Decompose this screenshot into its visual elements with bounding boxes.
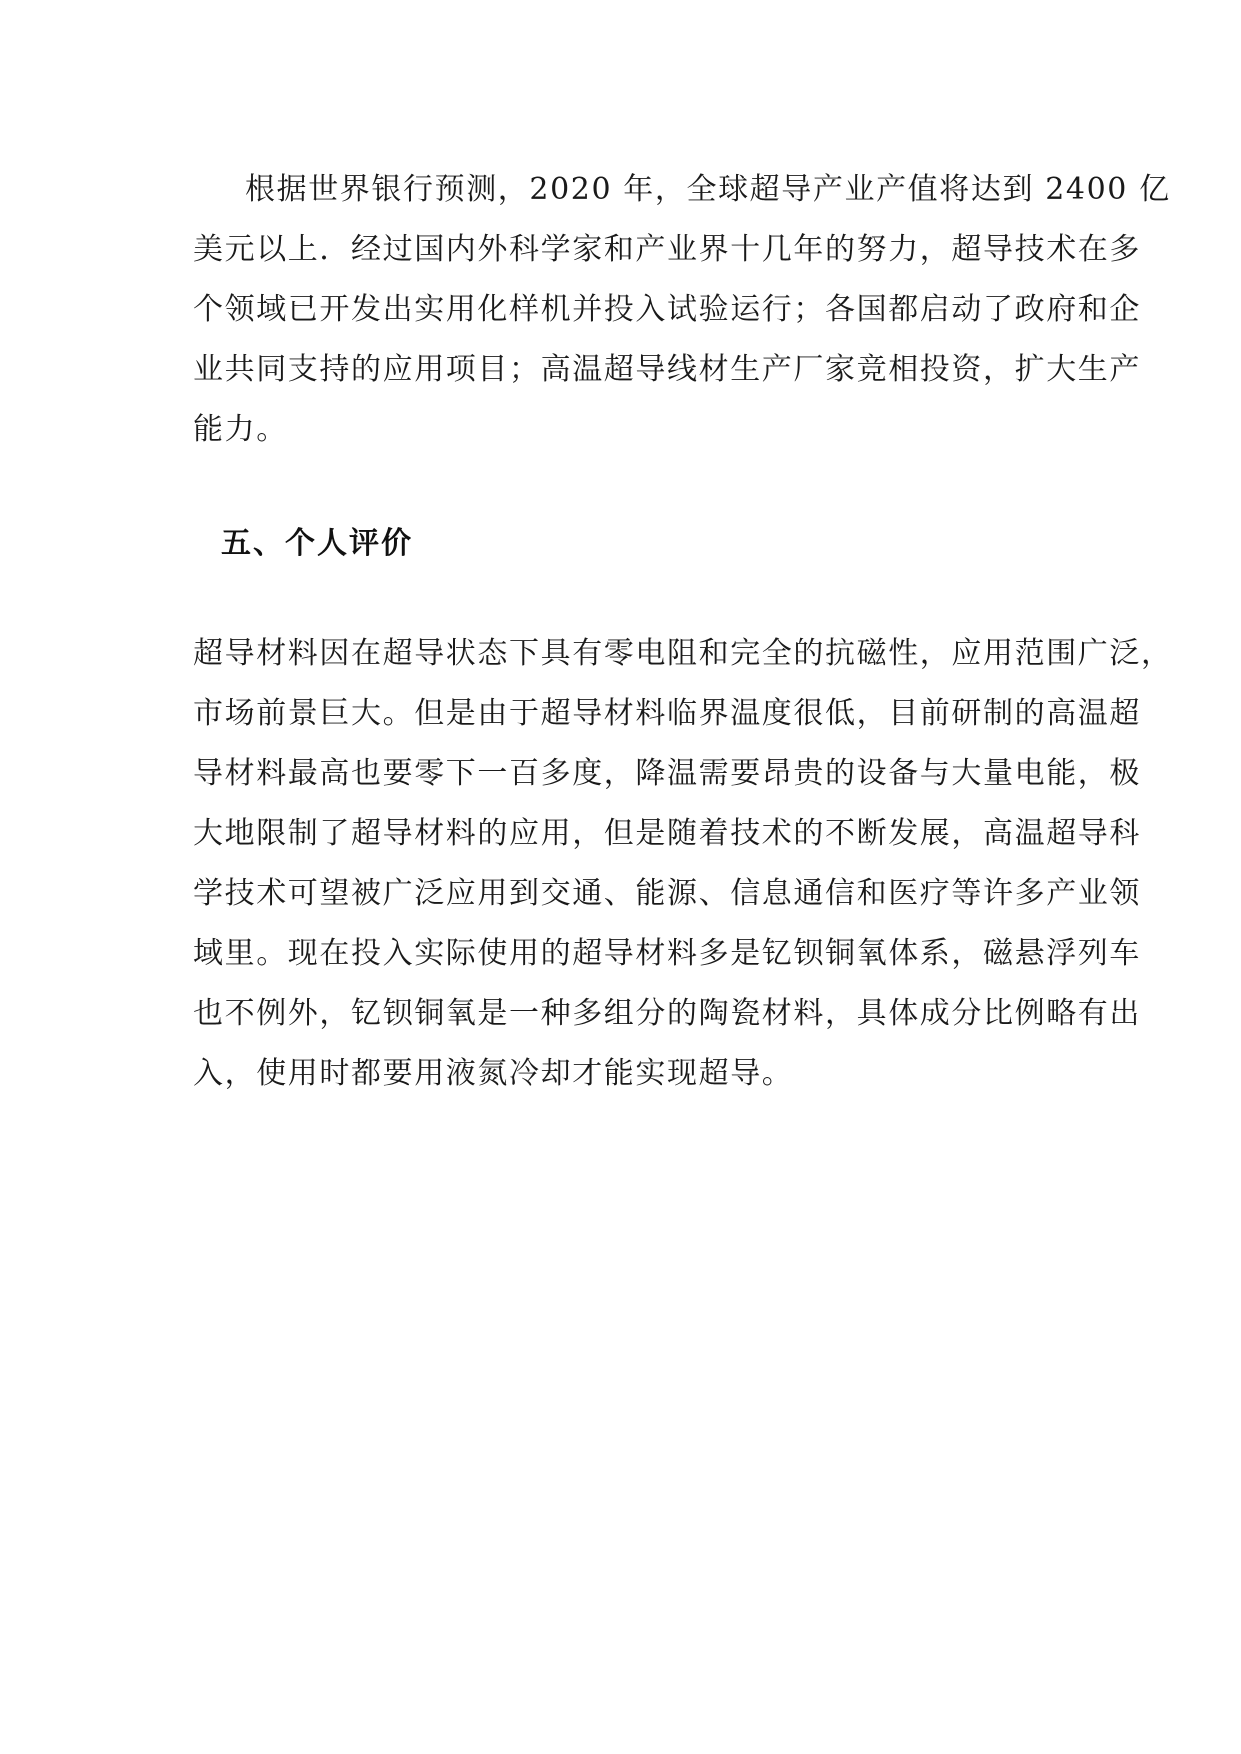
paragraph-line: 学技术可望被广泛应用到交通、能源、信息通信和医疗等许多产业领 bbox=[193, 876, 1141, 911]
paragraph-line: 根据世界银行预测，2020 年，全球超导产业产值将达到 2400 亿 bbox=[245, 172, 1171, 207]
paragraph-line: 入，使用时都要用液氮冷却才能实现超导。 bbox=[193, 1056, 794, 1091]
paragraph-line: 超导材料因在超导状态下具有零电阻和完全的抗磁性，应用范围广泛， bbox=[193, 636, 1173, 671]
paragraph-line: 导材料最高也要零下一百多度，降温需要昂贵的设备与大量电能，极 bbox=[193, 756, 1141, 791]
paragraph-line: 域里。现在投入实际使用的超导材料多是钇钡铜氧体系，磁悬浮列车 bbox=[193, 936, 1141, 971]
paragraph-line: 业共同支持的应用项目；高温超导线材生产厂家竞相投资，扩大生产 bbox=[193, 352, 1141, 387]
paragraph-line: 能力。 bbox=[193, 412, 288, 447]
paragraph-line: 美元以上．经过国内外科学家和产业界十几年的努力，超导技术在多 bbox=[193, 232, 1141, 267]
paragraph-line: 市场前景巨大。但是由于超导材料临界温度很低，目前研制的高温超 bbox=[193, 696, 1141, 731]
section-heading: 五、个人评价 bbox=[221, 526, 413, 561]
paragraph-line: 也不例外，钇钡铜氧是一种多组分的陶瓷材料，具体成分比例略有出 bbox=[193, 996, 1141, 1031]
paragraph-line: 大地限制了超导材料的应用，但是随着技术的不断发展，高温超导科 bbox=[193, 816, 1141, 851]
paragraph-line: 个领域已开发出实用化样机并投入试验运行；各国都启动了政府和企 bbox=[193, 292, 1141, 327]
